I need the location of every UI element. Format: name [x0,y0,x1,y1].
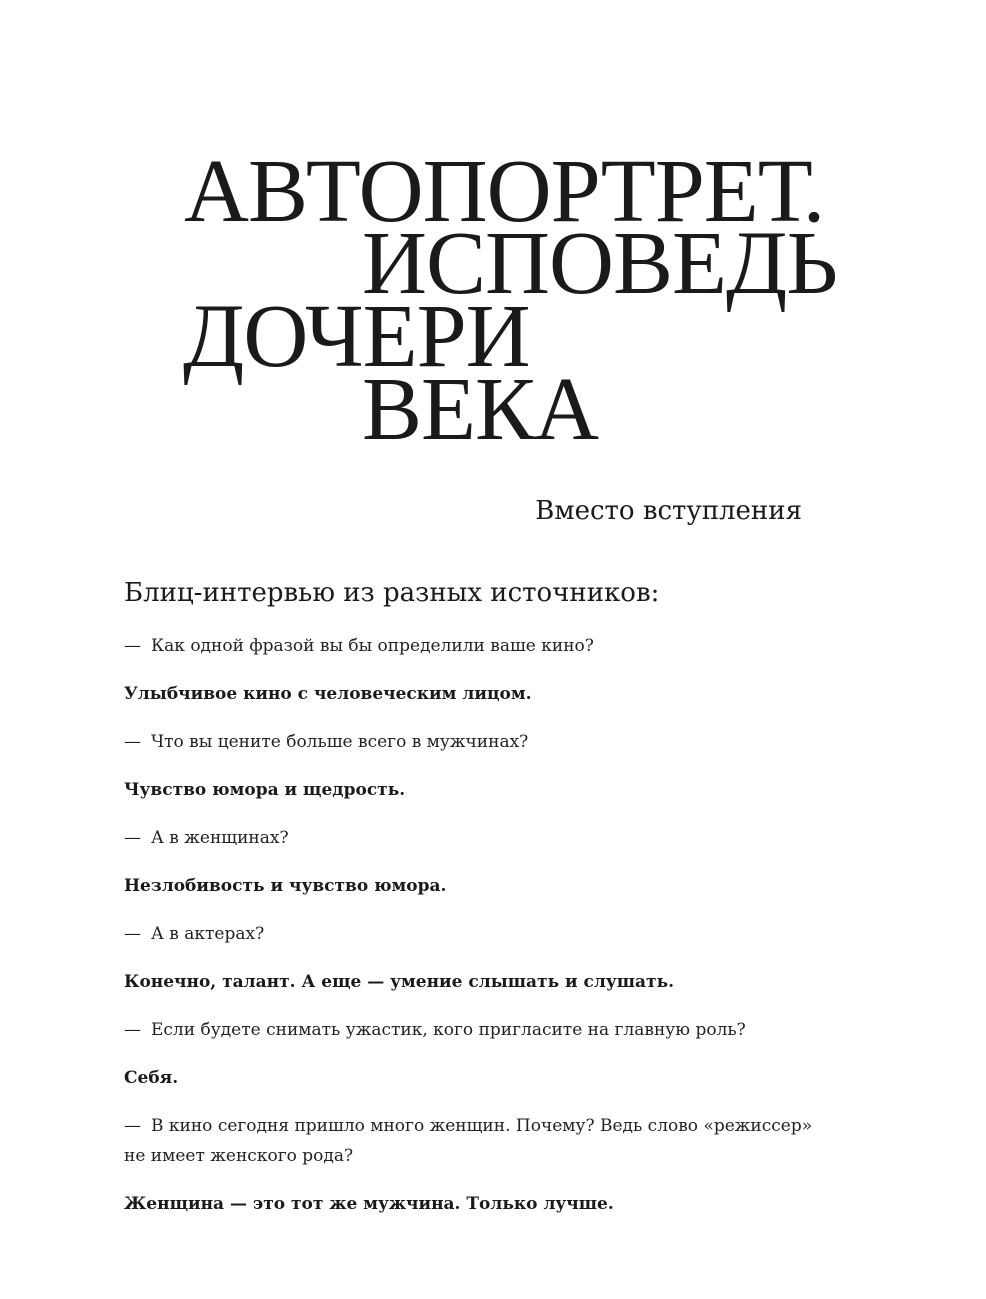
interview-question [124,1111,824,1171]
interview-question [124,1015,824,1045]
question-dash: — [124,1020,141,1040]
question-text: Что вы цените больше всего в мужчинах? [151,732,529,752]
interview-question [124,919,824,949]
question-text: Если будете снимать ужастик, кого пригласите на главную роль? [151,1020,746,1040]
interview-list [124,631,824,1237]
question-dash: — [124,828,141,848]
interview-answer: Женщина — это тот же мужчина. Только лучше. [124,1194,614,1214]
question-dash: — [124,732,141,752]
question-dash: — [124,1116,141,1136]
title-line-2: ИСПОВЕДЬ [362,214,838,313]
interview-answer: Конечно, талант. А еще — умение слышать и слушать. [124,972,675,992]
chapter-subtitle: Вместо вступления [535,496,802,526]
interview-answer: Незлобивость и чувство юмора. [124,876,447,896]
interview-answer: Чувство юмора и щедрость. [124,780,406,800]
interview-answer: Улыбчивое кино с человеческим лицом. [124,684,532,704]
question-text: А в актерах? [151,924,265,944]
title-line-1: АВТОПОРТРЕТ. [184,142,825,241]
interview-question [124,631,824,661]
question-text: Как одной фразой вы бы определили ваше кино? [151,636,594,656]
interview-question [124,727,824,757]
question-dash: — [124,924,141,944]
question-dash: — [124,636,141,656]
question-text: А в женщинах? [151,828,289,848]
title-line-4: ВЕКА [362,360,599,459]
question-text: В кино сегодня пришло много женщин. Почему? Ведь слово «режиссер» не имеет женского рода? [124,1116,813,1166]
section-heading: Блиц-интервью из разных источников: [124,578,660,608]
interview-answer: Себя. [124,1068,179,1088]
interview-question [124,823,824,853]
title-line-3: ДОЧЕРИ [183,287,530,386]
